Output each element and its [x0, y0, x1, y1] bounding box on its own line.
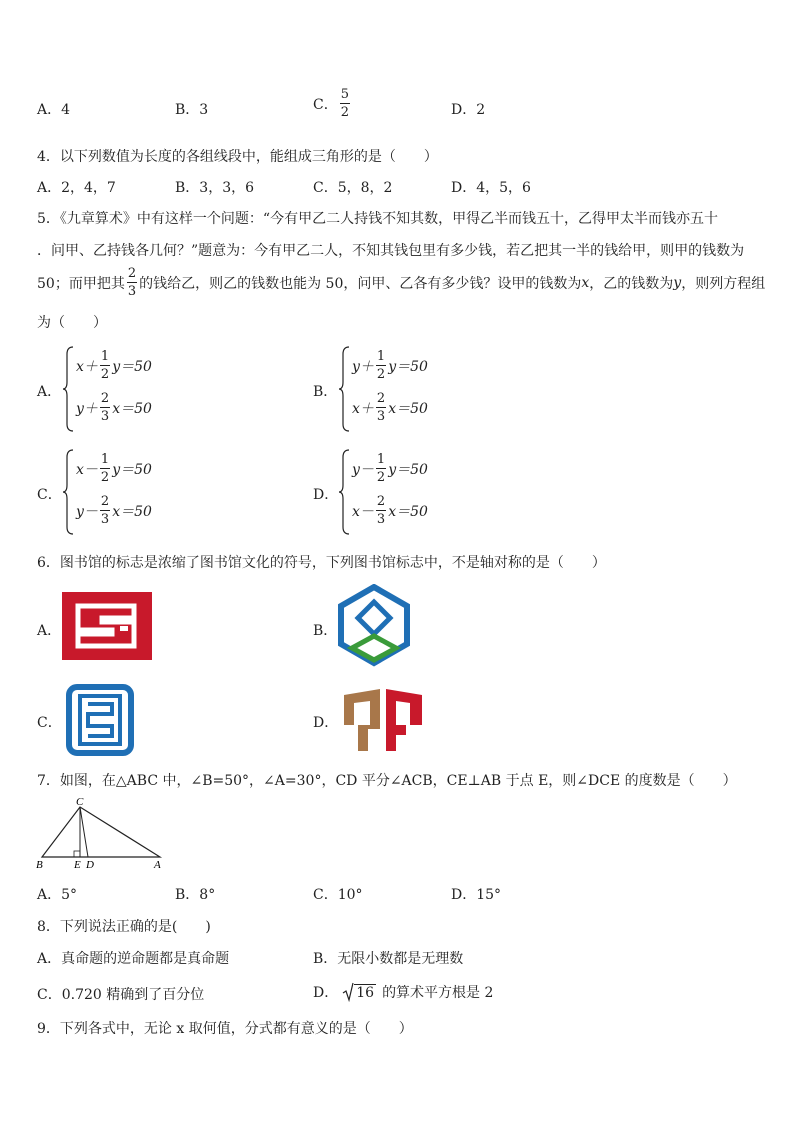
q5-c-eq2	[76, 495, 152, 526]
q5-option-b-system	[338, 346, 458, 432]
fraction-numerator: 1	[376, 452, 386, 467]
q5-b-eq1	[352, 350, 428, 381]
library-logo-red-icon	[62, 592, 152, 660]
q5-a-eq2	[76, 392, 152, 423]
q6-option-a-label: A．	[37, 623, 62, 639]
eq-lhs: x＋	[76, 358, 98, 375]
eq-lhs: y－	[352, 461, 374, 478]
fraction-denominator: 2	[100, 367, 110, 382]
q4-option-b: B．3，3，6	[175, 180, 255, 196]
q5-option-a-label: A．	[37, 384, 62, 400]
q9-stem: 9．下列各式中，无论 x 取何值，分式都有意义的是（ ）	[37, 1021, 413, 1037]
q5-option-a-system	[62, 346, 182, 432]
q3-option-c-label: C．	[313, 96, 338, 113]
fraction-denominator: 3	[100, 512, 110, 527]
eq-rhs: y＝50	[388, 461, 428, 478]
fig-label-d: D	[86, 859, 94, 871]
fraction-numerator: 2	[100, 391, 110, 406]
eq-lhs: y＋	[76, 400, 98, 417]
q5-b-eq2	[352, 392, 428, 423]
q6-option-d-label: D．	[313, 715, 339, 731]
fig-label-c: C	[76, 796, 84, 808]
q5-option-c-label: C．	[37, 487, 62, 503]
fraction-denominator: 3	[100, 409, 110, 424]
library-logo-blue-square-icon	[66, 684, 134, 756]
q7-stem: 7．如图，在△ABC 中，∠B=50°，∠A=30°，CD 平分∠ACB，CE⊥AB 于点 E，则∠DCE 的度数是（ ）	[37, 773, 737, 789]
eq-lhs: x－	[352, 503, 374, 520]
q7-option-b: B．8°	[175, 887, 216, 903]
radical-sign-icon	[342, 982, 354, 1002]
fraction-numerator: 5	[340, 87, 349, 102]
q5-option-b-label: B．	[313, 384, 338, 400]
fraction-numerator: 1	[100, 452, 110, 467]
q8-radicand: 16	[356, 984, 375, 1001]
q5-line3-part3: ，乙的钱数为	[589, 275, 674, 292]
q7-option-d: D．15°	[451, 887, 502, 903]
q8-option-d-label: D．	[313, 985, 339, 1001]
q7-triangle-figure	[36, 795, 166, 871]
eq-rhs: y＝50	[112, 358, 152, 375]
fraction-denominator: 2	[376, 367, 386, 382]
q5-stem-line2: ．问甲、乙持钱各几何？”题意为：今有甲乙二人，不知其钱包里有多少钱，若乙把其一半的钱给甲，则甲的钱数为	[37, 243, 745, 259]
eq-lhs: x－	[76, 461, 98, 478]
q8-option-c: C．0.720 精确到了百分位	[37, 987, 205, 1003]
q4-option-a: A．2，4，7	[37, 180, 116, 196]
eq-lhs: x＋	[352, 400, 374, 417]
left-brace-icon	[338, 449, 350, 535]
q5-a-eq1	[76, 350, 152, 381]
q3-option-b: B．3	[175, 102, 209, 118]
fraction-denominator: 2	[340, 105, 349, 120]
fraction-denominator: 3	[376, 512, 386, 527]
q5-line3-part1: 50；而甲把其	[37, 275, 125, 292]
q3-option-c	[313, 88, 352, 119]
eq-rhs: x＝50	[388, 503, 428, 520]
eq-rhs: y＝50	[112, 461, 152, 478]
left-brace-icon	[338, 346, 350, 432]
fraction-denominator: 2	[376, 470, 386, 485]
q7-option-a: A．5°	[37, 887, 78, 903]
fig-label-a: A	[154, 859, 161, 871]
q5-var-y: y	[673, 274, 682, 291]
q3-option-a: A．4	[37, 102, 71, 118]
q6-option-b-label: B．	[313, 623, 338, 639]
q6-option-c-label: C．	[37, 715, 62, 731]
fraction-numerator: 2	[376, 391, 386, 406]
q5-line3-part2: 的钱给乙，则乙的钱数也能为 50，问甲、乙各有多少钱？设甲的钱数为	[139, 275, 582, 292]
fraction-denominator: 3	[376, 409, 386, 424]
q4-option-c: C．5，8，2	[313, 180, 393, 196]
q8-option-d-text: 的算术平方根是 2	[382, 985, 494, 1001]
q5-stem-line4: 为（ ）	[37, 315, 107, 331]
q5-line3-part4: ，则列方程组	[681, 275, 766, 292]
eq-rhs: x＝50	[112, 400, 152, 417]
q5-line3-fraction	[127, 267, 137, 298]
q8-stem: 8．下列说法正确的是( )	[37, 919, 211, 935]
q8-option-b: B．无限小数都是无理数	[313, 951, 464, 967]
q8-option-a: A．真命题的逆命题都是真命题	[37, 951, 230, 967]
fraction-numerator: 2	[127, 266, 137, 281]
q5-var-x: x	[581, 274, 590, 291]
fraction-numerator: 1	[376, 349, 386, 364]
fig-label-b: B	[36, 859, 43, 871]
eq-lhs: y＋	[352, 358, 374, 375]
q5-option-c-system	[62, 449, 182, 535]
q7-option-c: C．10°	[313, 887, 363, 903]
eq-lhs: y－	[76, 503, 98, 520]
q5-stem-line1: 5．《九章算术》中有这样一个问题：“今有甲乙二人持钱不知其数，甲得乙半而钱五十，乙得甲太半而钱亦五十	[37, 211, 719, 227]
left-brace-icon	[62, 449, 74, 535]
fraction-denominator: 3	[127, 284, 137, 299]
library-logo-open-book-icon	[340, 685, 426, 755]
q6-stem: 6．图书馆的标志是浓缩了图书馆文化的符号，下列图书馆标志中，不是轴对称的是（ ）	[37, 555, 606, 571]
library-logo-hexagon-icon	[338, 584, 410, 668]
q8-option-d	[313, 982, 493, 1002]
left-brace-icon	[62, 346, 74, 432]
q5-option-d-label: D．	[313, 487, 339, 503]
q3-option-d: D．2	[451, 102, 486, 118]
q4-stem: 4．以下列数值为长度的各组线段中，能组成三角形的是（ ）	[37, 149, 438, 165]
fraction-denominator: 2	[100, 470, 110, 485]
eq-rhs: y＝50	[388, 358, 428, 375]
q3-option-c-fraction	[340, 88, 350, 119]
fraction-numerator: 2	[376, 494, 386, 509]
eq-rhs: x＝50	[388, 400, 428, 417]
fig-label-e: E	[74, 859, 81, 871]
fraction-numerator: 1	[100, 349, 110, 364]
q5-d-eq1	[352, 453, 428, 484]
q5-c-eq1	[76, 453, 152, 484]
eq-rhs: x＝50	[112, 503, 152, 520]
fraction-numerator: 2	[100, 494, 110, 509]
q5-option-d-system	[338, 449, 458, 535]
q4-option-d: D．4，5，6	[451, 180, 531, 196]
q5-d-eq2	[352, 495, 428, 526]
q5-stem-line3	[37, 267, 765, 298]
